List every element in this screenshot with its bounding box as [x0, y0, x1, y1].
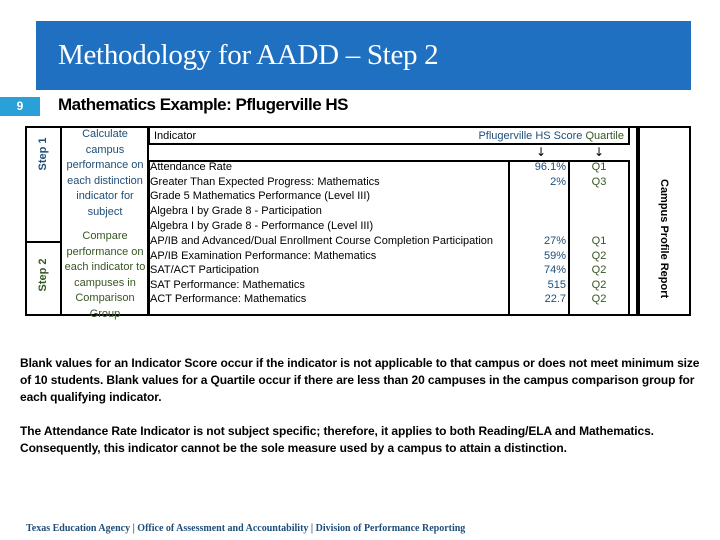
quartile-cell: Q1: [591, 161, 607, 173]
slide-number-badge: 9: [0, 97, 40, 116]
campus-profile-report-label: Campus Profile Report: [658, 179, 670, 299]
score-cell: 22.7: [544, 293, 566, 305]
step-1-label: Step 1: [37, 137, 49, 171]
quartile-cell: Q2: [591, 264, 607, 276]
score-header: Pflugerville HS Score: [478, 130, 583, 142]
quartile-cell: Q2: [591, 293, 607, 305]
indicator-row: Algebra I by Grade 8 - Performance (Level III): [150, 220, 374, 232]
indicator-row: Algebra I by Grade 8 - Participation: [150, 205, 322, 217]
score-cell: 96.1%: [534, 161, 566, 173]
quartile-cell: Q3: [591, 176, 607, 188]
indicator-row: SAT/ACT Participation: [150, 264, 260, 276]
indicator-header-box: [148, 126, 630, 145]
title-band: [36, 21, 691, 90]
step-2-description: Compare performance on each indicator to campuses in Comparison Group: [64, 230, 146, 320]
note-blank-values: Blank values for an Indicator Score occur if the indicator is not applicable to that campus or does not meet minimum size of 10 students. Blank values for a Quartile occur if there are less than 20 campuses in the campus comparison group for each qualifying indicator.: [20, 356, 700, 404]
note-attendance-rate: The Attendance Rate Indicator is not subject specific; therefore, it applies to both Reading/ELA and Mathematics. Consequently, this indicator cannot be the sole measure used by a campus to attain a distinction.: [20, 424, 654, 455]
quartile-cell: Q1: [591, 235, 607, 247]
indicator-row: ACT Performance: Mathematics: [150, 293, 307, 305]
indicator-row: SAT Performance: Mathematics: [150, 279, 305, 291]
divider: [25, 241, 62, 243]
indicator-row: Greater Than Expected Progress: Mathematics: [150, 176, 380, 188]
footer: Texas Education Agency | Office of Assessment and Accountability | Division of Performance Reporting: [26, 523, 466, 534]
quartile-cell: Q2: [591, 279, 607, 291]
arrow-down-icon: ↓: [594, 145, 605, 159]
step-1-description: Calculate campus performance on each distinction indicator for subject: [66, 128, 144, 218]
score-cell: 27%: [543, 235, 566, 247]
score-quartile-header: [478, 128, 624, 144]
score-cell: 59%: [543, 250, 566, 262]
score-cell: 74%: [543, 264, 566, 276]
score-cell: 2%: [550, 176, 566, 188]
indicator-row: AP/IB Examination Performance: Mathematics: [150, 250, 377, 262]
indicator-header: Indicator: [154, 130, 197, 142]
indicator-row: Grade 5 Mathematics Performance (Level III): [150, 190, 371, 202]
quartile-header: Quartile: [585, 130, 624, 142]
arrow-down-icon: ↓: [536, 145, 547, 159]
score-cell: 515: [547, 279, 566, 291]
subtitle: Mathematics Example: Pflugerville HS: [58, 95, 348, 114]
step-2-label: Step 2: [37, 258, 49, 292]
quartile-cell: Q2: [591, 250, 607, 262]
page-title: Methodology for AADD – Step 2: [58, 39, 439, 71]
indicator-row: Attendance Rate: [150, 161, 232, 173]
indicator-row: AP/IB and Advanced/Dual Enrollment Course Completion Participation: [150, 235, 494, 247]
